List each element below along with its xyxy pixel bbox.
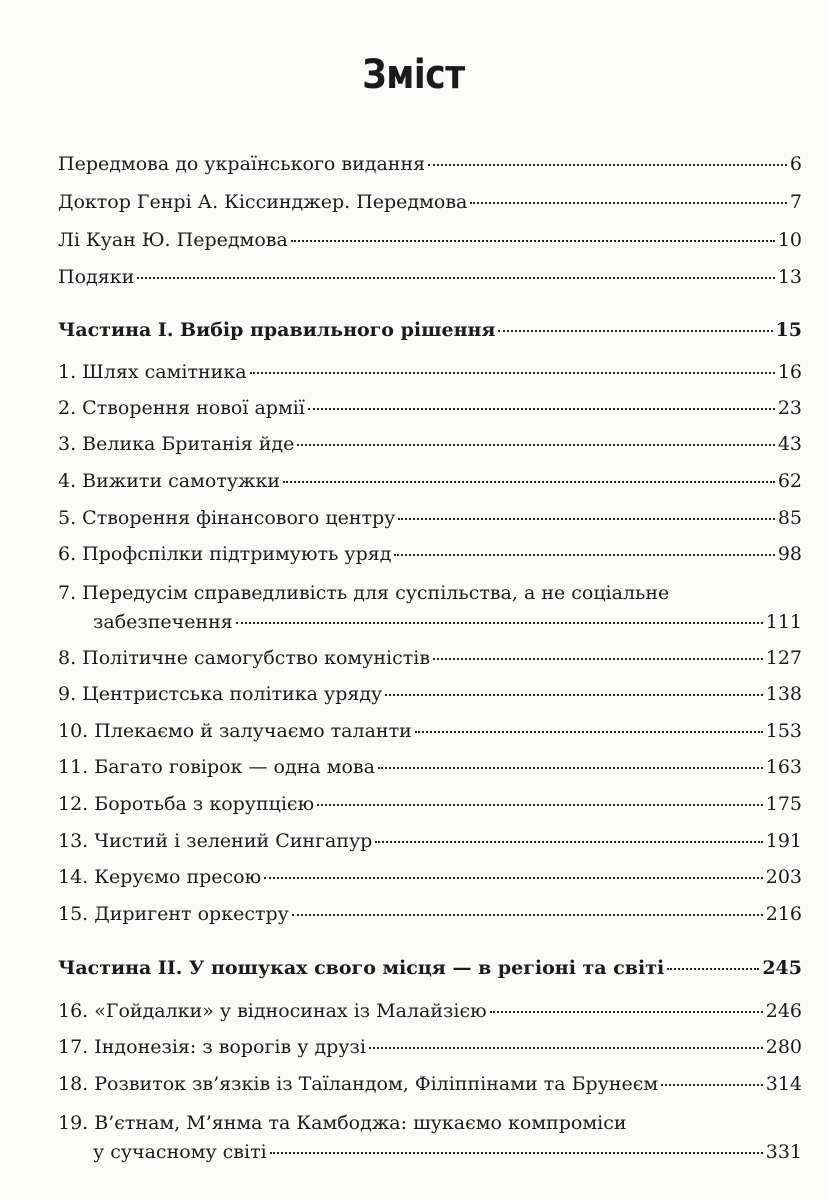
dot-leader [433,658,763,660]
toc-chapter-12 [58,791,802,817]
toc-entry-page: 7 [789,191,802,213]
dot-leader [308,408,775,410]
toc-entry-page: 23 [777,397,802,419]
toc-chapter-16 [58,998,802,1024]
toc-entry-label: 12. Боротьба з корупцією [58,793,315,815]
toc-chapter-19-line1: 19. В’єтнам, М’янма та Камбоджа: шукаємо компроміси [58,1112,627,1134]
dot-leader [375,841,762,843]
toc-entry-page: 191 [765,830,802,852]
dot-leader [498,330,772,332]
toc-entry-label: 10. Плекаємо й залучаємо таланти [58,720,412,742]
toc-part-2 [58,955,802,981]
toc-entry-label: 18. Розвиток зв’язків із Таїландом, Філіппінами та Брунеєм [58,1073,659,1095]
toc-entry-label: 3. Велика Британія йде [58,433,295,455]
dot-leader [297,444,774,446]
dot-leader [137,277,775,279]
toc-chapter-9 [58,681,802,707]
dot-leader [283,481,775,483]
toc-entry-page: 280 [765,1036,802,1058]
dot-leader [264,877,763,879]
toc-entry-page: 10 [777,229,802,251]
toc-entry-page: 85 [777,507,802,529]
toc-part-label: Частина ІІ. У пошуках свого місця — в регіоні та світі [58,957,665,979]
dot-leader [369,1047,763,1049]
toc-entry-page: 246 [765,1000,802,1022]
dot-leader [394,554,774,556]
toc-entry-label-cont: забезпечення [93,611,233,633]
toc-entry-page: 203 [765,866,802,888]
toc-part-page: 245 [762,957,802,979]
toc-entry-page: 331 [765,1141,802,1163]
dot-leader [291,240,775,242]
toc-part-label: Частина І. Вибір правильного рішення [58,319,496,341]
toc-entry-label: 15. Диригент оркестру [58,903,289,925]
toc-entry-preface-kissinger [58,189,802,215]
toc-part-page: 15 [775,319,802,341]
toc-entry-label: Подяки [58,266,135,288]
toc-entry-page: 216 [765,903,802,925]
page-title: Зміст [362,52,465,98]
toc-entry-page: 13 [777,266,802,288]
toc-chapter-17 [58,1034,802,1060]
toc-chapter-8 [58,645,802,671]
toc-entry-page: 6 [789,153,802,175]
toc-entry-label: 16. «Гойдалки» у відносинах із Малайзією [58,1000,487,1022]
toc-entry-page: 43 [777,433,802,455]
toc-entry-label: 1. Шлях самітника [58,361,247,383]
dot-leader [378,767,763,769]
toc-entry-preface-lee [58,227,802,253]
toc-chapter-2 [58,395,802,421]
toc-entry-label: 11. Багато говірок — одна мова [58,756,375,778]
toc-chapter-7 [93,609,802,635]
dot-leader [661,1084,763,1086]
toc-chapter-1 [58,359,802,385]
toc-entry-page: 127 [765,647,802,669]
toc-entry-label: 5. Створення фінансового центру [58,507,396,529]
toc-entry-page: 163 [765,756,802,778]
toc-chapter-19 [93,1139,802,1165]
toc-entry-page: 62 [777,470,802,492]
dot-leader [398,518,774,520]
dot-leader [292,914,763,916]
toc-chapter-13 [58,828,802,854]
dot-leader [428,164,787,166]
toc-entry-page: 153 [765,720,802,742]
toc-entry-page: 314 [765,1073,802,1095]
toc-entry-label: 4. Вижити самотужки [58,470,281,492]
dot-leader [470,202,787,204]
toc-chapter-11 [58,754,802,780]
toc-chapter-15 [58,901,802,927]
dot-leader [250,372,775,374]
toc-entry-label: Лі Куан Ю. Передмова [58,229,288,251]
dot-leader [385,694,763,696]
toc-chapter-5 [58,505,802,531]
toc-entry-page: 138 [765,683,802,705]
dot-leader [270,1152,763,1154]
toc-entry-label: Передмова до українського видання [58,153,426,175]
toc-entry-acknowledgements [58,264,802,290]
toc-chapter-7-line1: 7. Передусім справедливість для суспільства, а не соціальне [58,582,670,604]
toc-entry-label: 14. Керуємо пресою [58,866,262,888]
toc-entry-label: 6. Профспілки підтримують уряд [58,543,392,565]
dot-leader [415,731,763,733]
dot-leader [490,1011,763,1013]
toc-chapter-14 [58,864,802,890]
toc-entry-label: 2. Створення нової армії [58,397,305,419]
toc-chapter-6 [58,541,802,567]
toc-entry-label: 8. Політичне самогубство комуністів [58,647,431,669]
toc-entry-label: Доктор Генрі А. Кіссинджер. Передмова [58,191,468,213]
toc-chapter-18 [58,1071,802,1097]
toc-part-1 [58,317,802,343]
toc-entry-page: 111 [765,611,802,633]
toc-chapter-3 [58,431,802,457]
toc-entry-label: 13. Чистий і зелений Сингапур [58,830,373,852]
toc-chapter-10 [58,718,802,744]
toc-entry-label-cont: у сучасному світі [93,1141,267,1163]
dot-leader [667,968,759,970]
toc-entry-page: 16 [777,361,802,383]
toc-entry-page: 98 [777,543,802,565]
dot-leader [236,622,763,624]
toc-entry-page: 175 [765,793,802,815]
toc-entry-preface-ukrainian [58,151,802,177]
toc-entry-label: 17. Індонезія: з ворогів у друзі [58,1036,366,1058]
toc-chapter-4 [58,468,802,494]
dot-leader [317,804,763,806]
toc-entry-label: 9. Центристська політика уряду [58,683,383,705]
